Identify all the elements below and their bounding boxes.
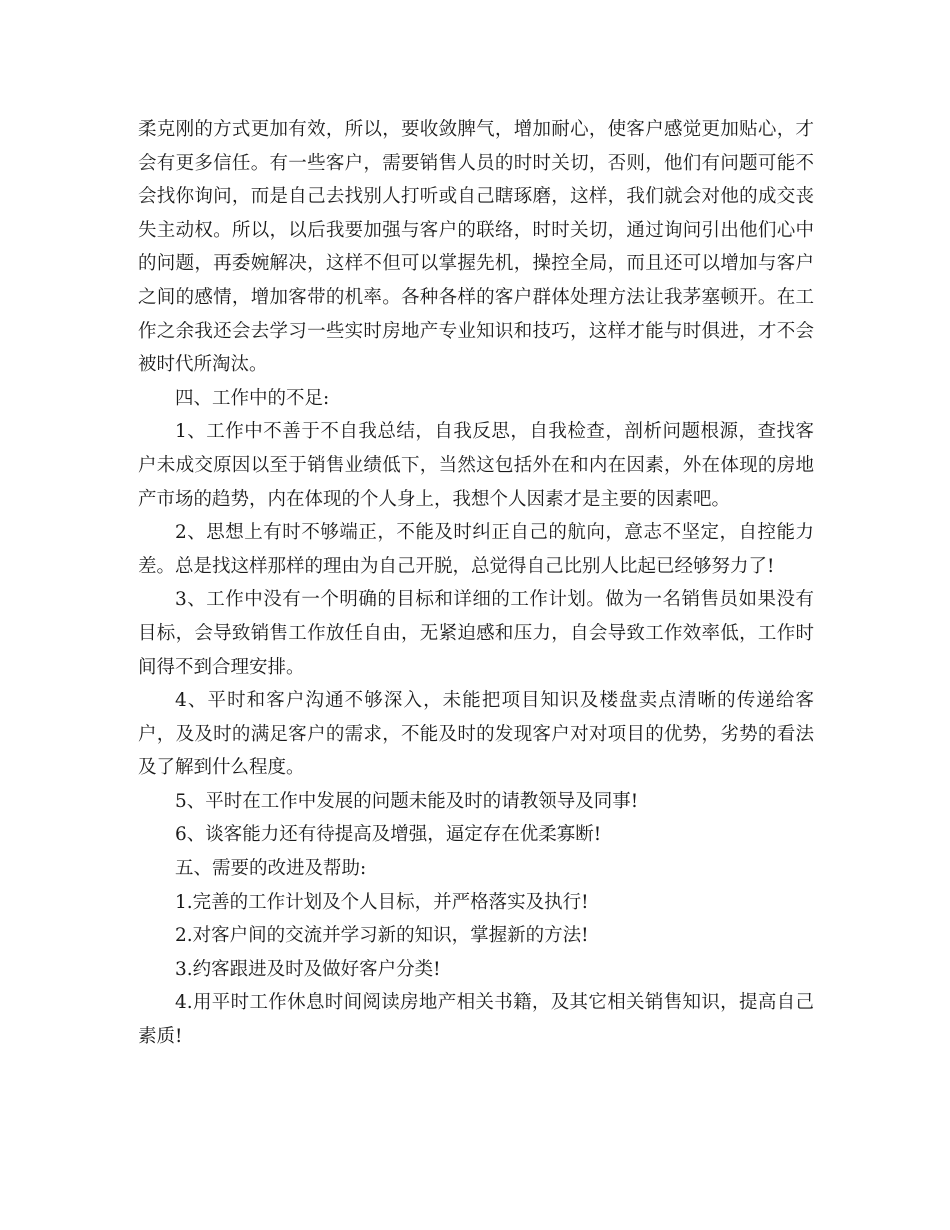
paragraph-customer-handling: 柔克刚的方式更加有效，所以，要收敛脾气，增加耐心，使客户感觉更加贴心，才会有更多信任。有一些客户，需要销售人员的时时关切，否则，他们有问题可能不会找你询问，而是自己去找别人打听或自己瞎琢磨，这样，我们就会对他的成交丧失主动权。所以，以后我要加强与客户的联络，时时关切，通过询问引出他们心中的问题，再委婉解决，这样不但可以掌握先机，操控全局，而且还可以增加与客户之间的感情，增加客带的机率。各种各样的客户群体处理方法让我茅塞顿开。在工作之余我还会去学习一些实时房地产专业知识和技巧，这样才能与时俱进，才不会被时代所淘汰。 — [138, 119, 814, 376]
shortcoming-item-6: 6、谈客能力还有待提高及增强，逼定存在优柔寡断! — [175, 824, 602, 846]
document-body — [138, 113, 814, 1054]
improvement-item-4: 4.用平时工作休息时间阅读房地产相关书籍，及其它相关销售知识，提高自己素质! — [138, 992, 814, 1048]
section-heading-improvements: 五、需要的改进及帮助: — [175, 858, 367, 880]
improvement-item-3: 3.约客跟进及时及做好客户分类! — [175, 958, 441, 980]
shortcoming-item-2: 2、思想上有时不够端正，不能及时纠正自己的航向，意志不坚定，自控能力差。总是找这样那样的理由为自己开脱，总觉得自己比别人比起已经够努力了! — [138, 522, 814, 577]
shortcoming-item-5: 5、平时在工作中发展的问题未能及时的请教领导及同事! — [175, 790, 639, 812]
section-heading-shortcomings: 四、工作中的不足: — [175, 387, 330, 409]
improvement-item-2: 2.对客户间的交流并学习新的知识，掌握新的方法! — [175, 925, 589, 947]
shortcoming-item-4: 4、平时和客户沟通不够深入，未能把项目知识及楼盘卖点清晰的传递给客户，及及时的满足客户的需求，不能及时的发现客户对对项目的优势，劣势的看法及了解到什么程度。 — [138, 690, 814, 779]
shortcoming-item-1: 1、工作中不善于不自我总结，自我反思，自我检查，剖析问题根源，查找客户未成交原因以至于销售业绩低下，当然这包括外在和内在因素，外在体现的房地产市场的趋势，内在体现的个人身上，我想个人因素才是主要的因素吧。 — [138, 421, 814, 510]
shortcoming-item-3: 3、工作中没有一个明确的目标和详细的工作计划。做为一名销售员如果没有目标，会导致销售工作放任自由，无紧迫感和压力，自会导致工作效率低，工作时间得不到合理安排。 — [138, 589, 814, 678]
improvement-item-1: 1.完善的工作计划及个人目标，并严格落实及执行! — [175, 891, 589, 913]
